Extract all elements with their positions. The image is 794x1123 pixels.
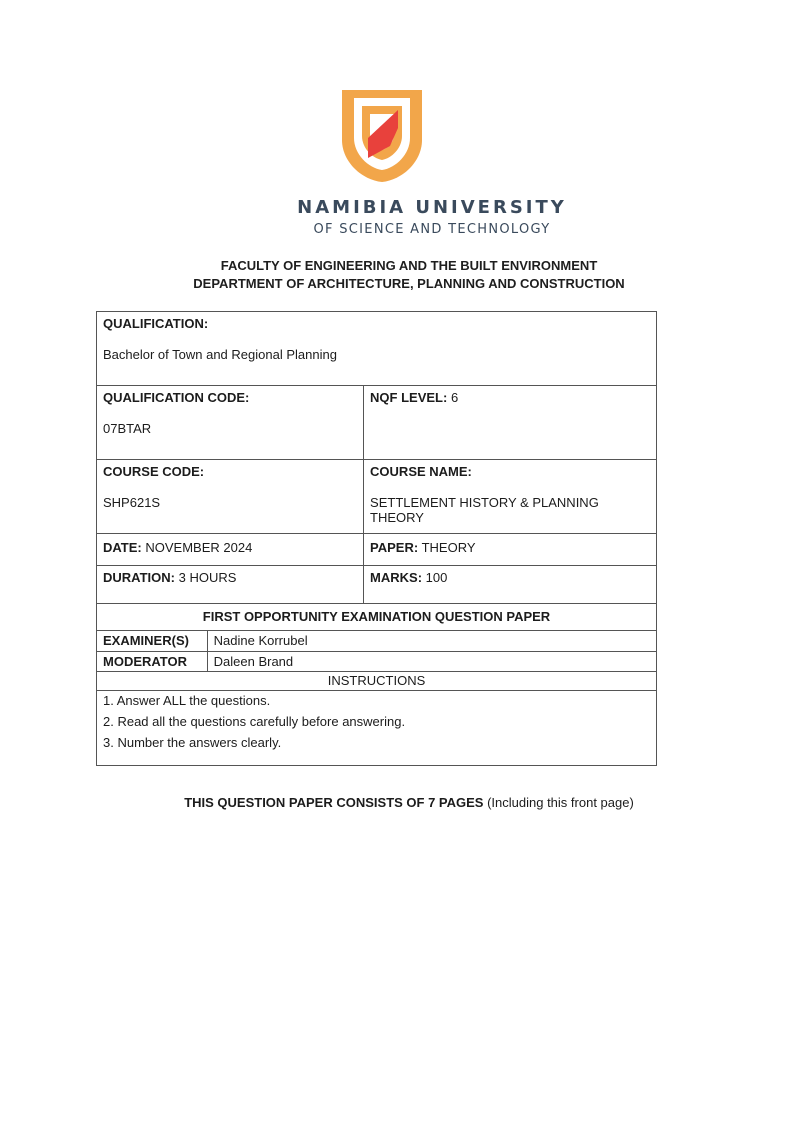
instruction-item: 1. Answer ALL the questions. [103,693,271,708]
qualification-code-row [97,386,656,460]
nqf-level-value: 6 [450,390,459,405]
paper-value: THEORY [421,540,476,555]
nqf-level-label: NQF LEVEL: [370,390,448,405]
exam-title-row [97,604,656,631]
qualification-code-label: QUALIFICATION CODE: [103,390,250,405]
qualification-row [97,312,656,386]
instruction-item: 2. Read all the questions carefully before answering. [103,714,406,729]
duration-value: 3 HOURS [178,570,237,585]
date-label: DATE: [103,540,142,555]
examiner-row [97,631,656,652]
instruction-item: 3. Number the answers clearly. [103,735,282,750]
date-value: NOVEMBER 2024 [145,540,253,555]
instructions-heading: INSTRUCTIONS [327,673,426,688]
paper-label: PAPER: [370,540,419,555]
page-count-normal: (Including this front page) [483,795,634,810]
page-count-note [0,795,794,810]
moderator-label: MODERATOR [103,654,188,669]
marks-value: 100 [425,570,448,585]
instructions-list [97,691,656,765]
qualification-value: Bachelor of Town and Regional Planning [103,347,337,362]
department-heading: DEPARTMENT OF ARCHITECTURE, PLANNING AND CONSTRUCTION [193,276,625,291]
moderator-value: Daleen Brand [207,652,656,671]
qualification-code-value: 07BTAR [103,421,152,436]
university-logo [338,88,426,184]
instructions-heading-row [97,672,656,691]
exam-title: FIRST OPPORTUNITY EXAMINATION QUESTION PAPER [202,609,551,624]
date-row [97,534,656,566]
exam-info-table [96,311,657,766]
university-name: NAMIBIA UNIVERSITY [297,197,567,218]
faculty-heading: FACULTY OF ENGINEERING AND THE BUILT ENVIRONMENT [220,258,598,273]
course-code-label: COURSE CODE: [103,464,205,479]
course-code-value: SHP621S [103,495,161,510]
university-subtitle: OF SCIENCE AND TECHNOLOGY [313,222,551,237]
duration-row [97,566,656,604]
examiner-value: Nadine Korrubel [207,631,656,651]
duration-label: DURATION: [103,570,175,585]
course-name-label: COURSE NAME: [370,464,472,479]
qualification-label: QUALIFICATION: [103,316,209,331]
course-row [97,460,656,534]
examiner-label: EXAMINER(S) [103,633,189,648]
moderator-row [97,652,656,672]
marks-label: MARKS: [370,570,423,585]
page-count-bold: THIS QUESTION PAPER CONSISTS OF 7 PAGES [184,795,484,810]
course-name-value: SETTLEMENT HISTORY & PLANNING THEORY [370,495,599,525]
